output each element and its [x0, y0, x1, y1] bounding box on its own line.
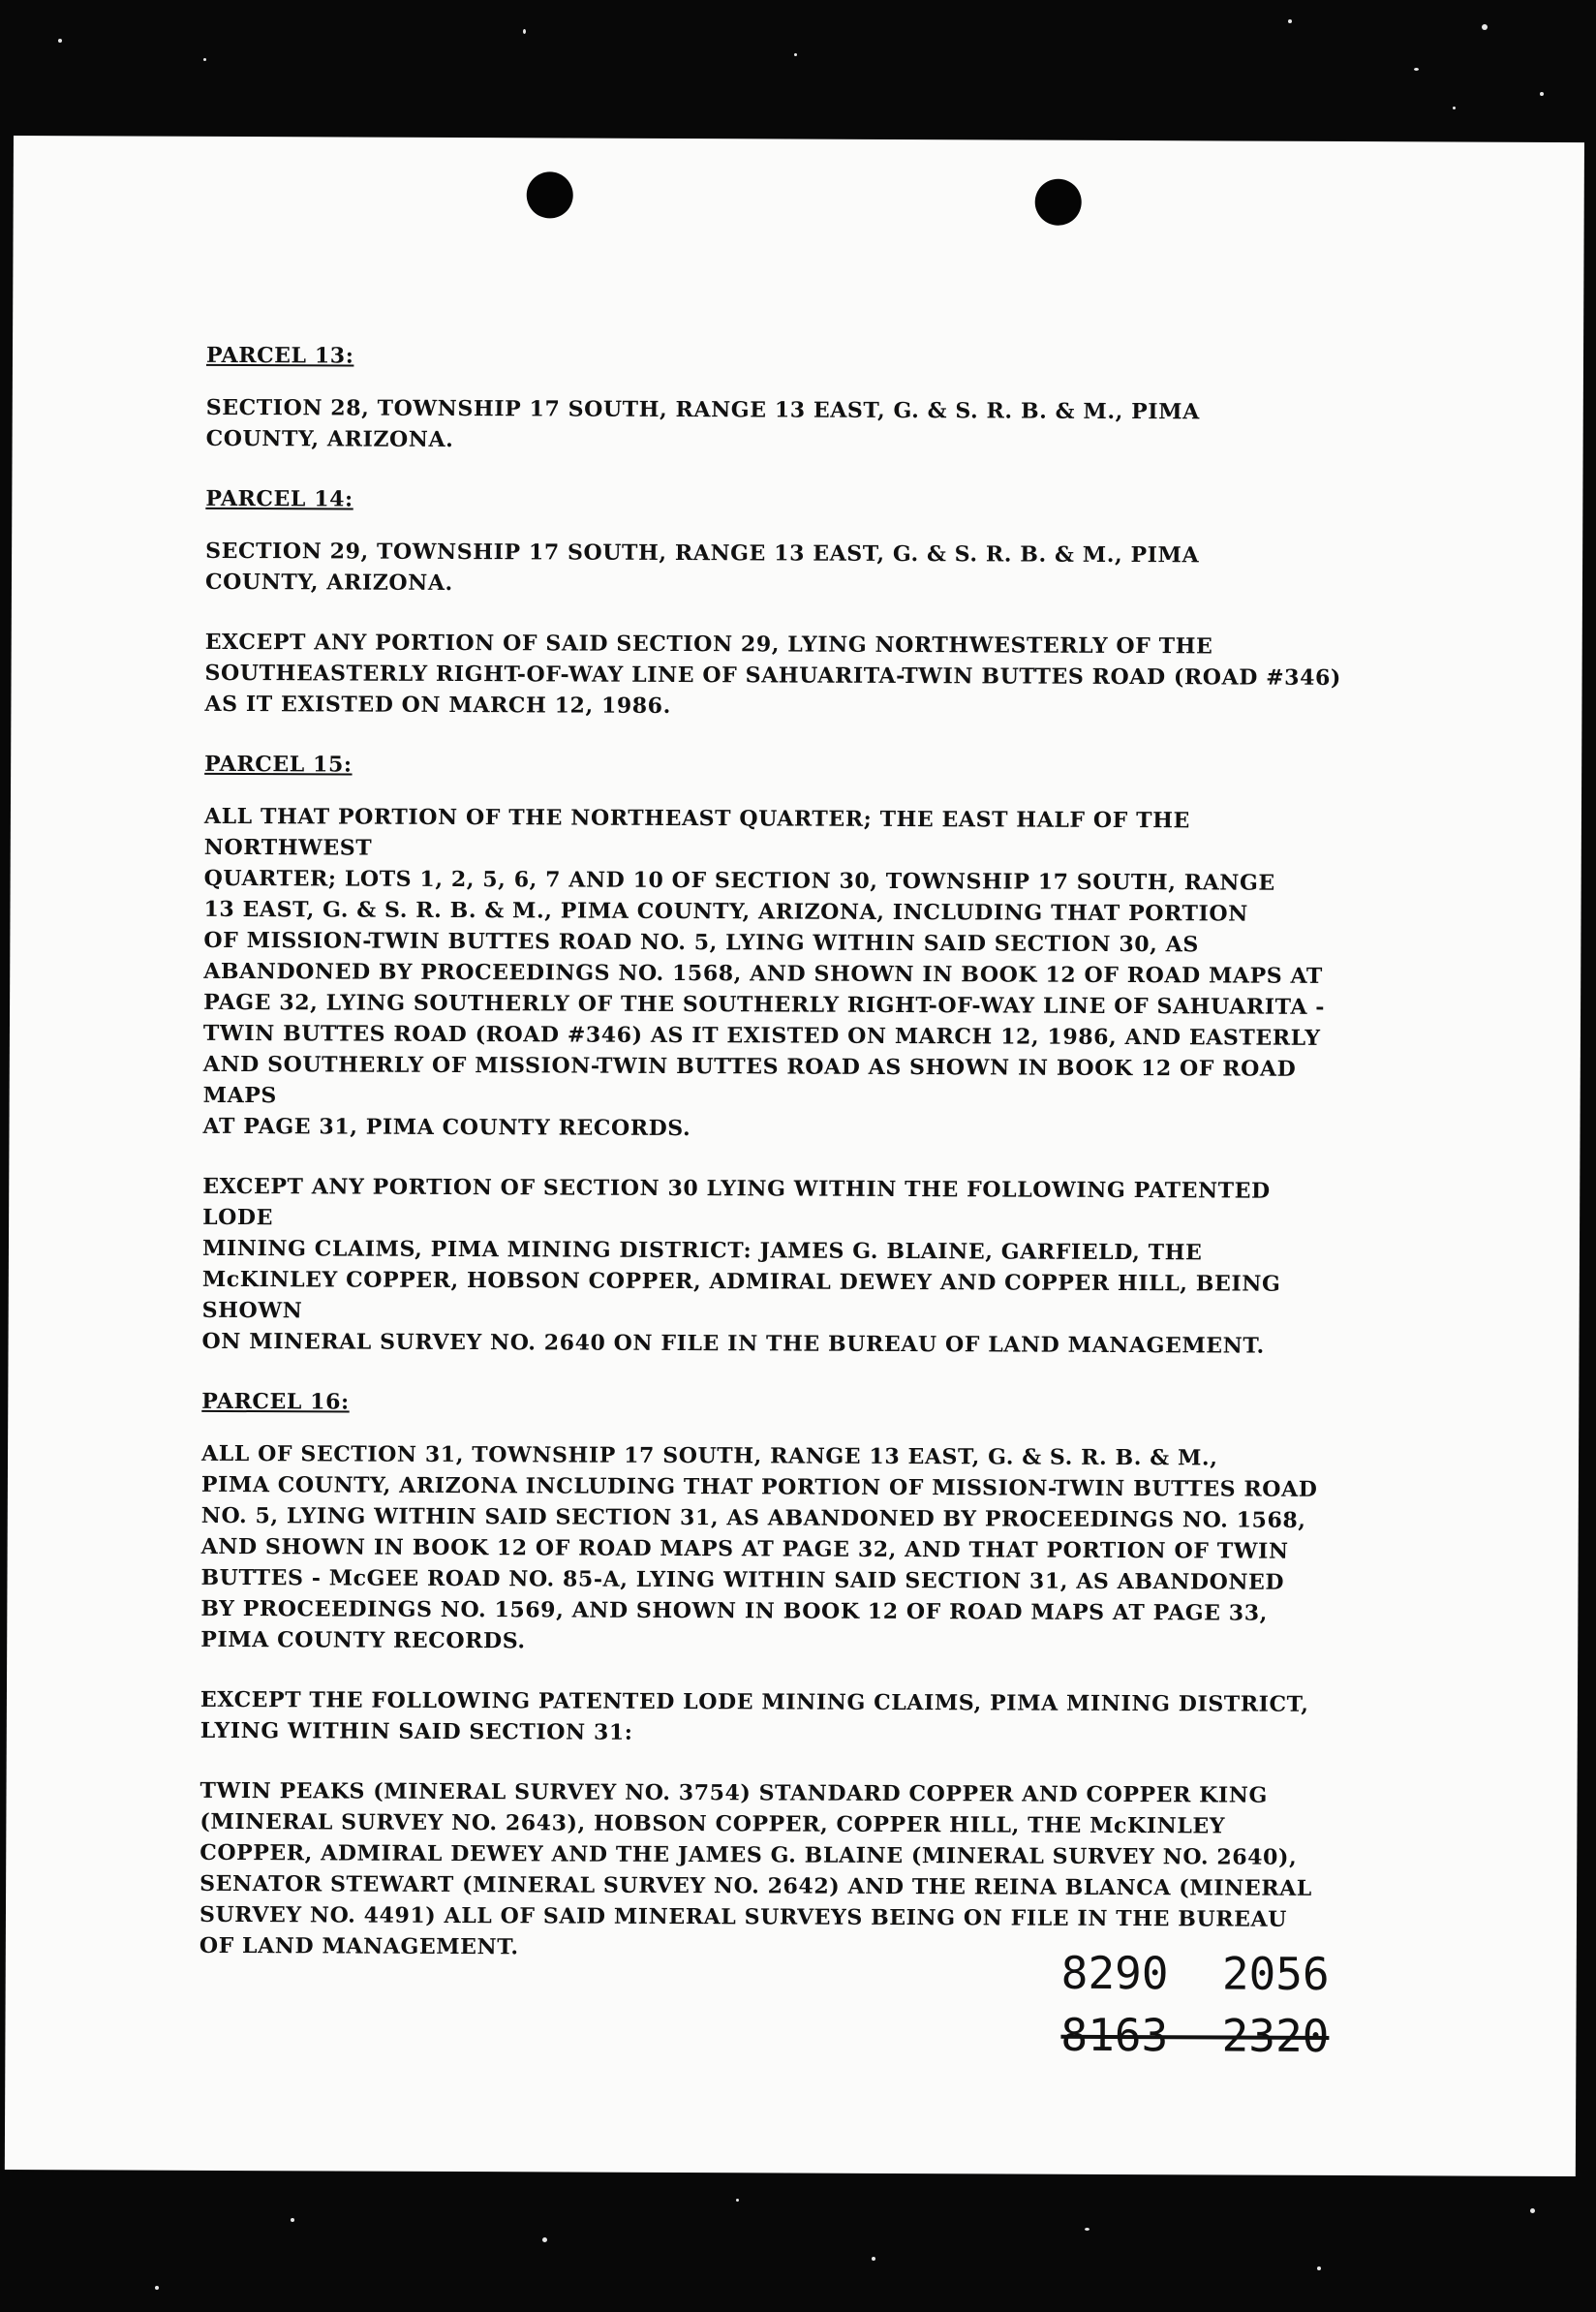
scan-speckle	[542, 2237, 547, 2242]
scan-speckle	[155, 2286, 159, 2290]
scan-speckle	[203, 58, 206, 61]
parcel-paragraph: SECTION 28, TOWNSHIP 17 SOUTH, RANGE 13 EAST, G. & S. R. B. & M., PIMA COUNTY, ARIZONA.	[205, 394, 1200, 452]
struck-book-page: 8163 2320	[1060, 2008, 1330, 2062]
scan-speckle	[736, 2199, 739, 2202]
parcel-heading: PARCEL 14:	[205, 485, 353, 512]
parcel-paragraph: ALL OF SECTION 31, TOWNSHIP 17 SOUTH, RANGE 13 EAST, G. & S. R. B. & M., PIMA COUNTY, ARIZONA INCLUDING THAT PORTION OF MISSION-TWIN BUTTES ROAD NO. 5, LYING WITHIN SAID SECTION 31, AS ABANDONED BY PROCEEDINGS NO. 1568, AND SHOWN IN BOOK 12 OF ROAD MAPS AT PAGE 32, AND THAT PORTION OF TWIN BUTTES - McGEE ROAD NO. 85-A, LYING WITHIN SAID SECTION 31, AS ABANDONED BY PROCEEDINGS NO. 1569, AND SHOWN IN BOOK 12 OF ROAD MAPS AT PAGE 33, PIMA COUNTY RECORDS.	[200, 1440, 1318, 1654]
scan-speckle	[1288, 19, 1292, 23]
recording-reference	[1060, 1942, 1330, 2067]
scan-speckle	[1540, 92, 1544, 96]
parcel-paragraph: EXCEPT THE FOLLOWING PATENTED LODE MINING CLAIMS, PIMA MINING DISTRICT, LYING WITHIN SAID SECTION 31:	[200, 1686, 1309, 1745]
scan-speckle	[1453, 107, 1456, 109]
legal-description	[200, 340, 1349, 1995]
scan-speckle	[291, 2218, 294, 2222]
parcel-heading: PARCEL 16:	[201, 1388, 350, 1415]
scan-speckle	[1317, 2266, 1321, 2270]
parcel-paragraph: EXCEPT ANY PORTION OF SAID SECTION 29, LYING NORTHWESTERLY OF THE SOUTHEASTERLY RIGHT-OF-WAY LINE OF SAHUARITA-TWIN BUTTES ROAD (ROAD #346) AS IT EXISTED ON MARCH 12, 1986.	[204, 629, 1342, 719]
punch-hole	[527, 171, 573, 218]
paper-sheet	[5, 136, 1584, 2176]
scan-speckle	[1482, 24, 1488, 30]
scan-speckle	[794, 53, 797, 56]
parcel-paragraph: EXCEPT ANY PORTION OF SECTION 30 LYING WITHIN THE FOLLOWING PATENTED LODE MINING CLAIMS, PIMA MINING DISTRICT: JAMES G. BLAINE, GARFIELD, THE McKINLEY COPPER, HOBSON COPPER, ADMIRAL DEWEY AND COPPER HILL, BEING SHOWN ON MINERAL SURVEY NO. 2640 ON FILE IN THE BUREAU OF LAND MANAGEMENT.	[201, 1173, 1281, 1359]
parcel-heading: PARCEL 13:	[205, 342, 354, 369]
parcel-paragraph: TWIN PEAKS (MINERAL SURVEY NO. 3754) STANDARD COPPER AND COPPER KING (MINERAL SURVEY NO. 2643), HOBSON COPPER, COPPER HILL, THE McKINLEY COPPER, ADMIRAL DEWEY AND THE JAMES G. BLAINE (MINERAL SURVEY NO. 2640), SENATOR STEWART (MINERAL SURVEY NO. 2642) AND THE REINA BLANCA (MINERAL SURVEY NO. 4491) ALL OF SAID MINERAL SURVEYS BEING ON FILE IN THE BUREAU OF LAND MANAGEMENT.	[199, 1777, 1312, 1960]
parcel-heading: PARCEL 15:	[204, 751, 353, 778]
scan-speckle	[523, 29, 526, 34]
scan-speckle	[58, 39, 62, 43]
punch-hole	[1035, 179, 1082, 226]
scan-speckle	[1085, 2228, 1090, 2231]
parcel-paragraph: SECTION 29, TOWNSHIP 17 SOUTH, RANGE 13 EAST, G. & S. R. B. & M., PIMA COUNTY, ARIZONA.	[204, 538, 1200, 596]
scan-speckle	[1530, 2208, 1535, 2213]
parcel-paragraph: ALL THAT PORTION OF THE NORTHEAST QUARTER; THE EAST HALF OF THE NORTHWEST QUARTER; LOTS 1, 2, 5, 6, 7 AND 10 OF SECTION 30, TOWNSHIP 17 SOUTH, RANGE 13 EAST, G. & S. R. B. & M., PIMA COUNTY, ARIZONA, INCLUDING THAT PORTION OF MISSION-TWIN BUTTES ROAD NO. 5, LYING WITHIN SAID SECTION 30, AS ABANDONED BY PROCEEDINGS NO. 1568, AND SHOWN IN BOOK 12 OF ROAD MAPS AT PAGE 32, LYING SOUTHERLY OF THE SOUTHERLY RIGHT-OF-WAY LINE OF SAHUARITA - TWIN BUTTES ROAD (ROAD #346) AS IT EXISTED ON MARCH 12, 1986, AND EASTERLY AND SOUTHERLY OF MISSION-TWIN BUTTES ROAD AS SHOWN IN BOOK 12 OF ROAD MAPS AT PAGE 31, PIMA COUNTY RECORDS.	[202, 803, 1326, 1142]
current-book-page: 8290 2056	[1060, 1946, 1330, 2000]
scan-speckle	[1414, 68, 1419, 71]
scan-speckle	[872, 2257, 875, 2261]
